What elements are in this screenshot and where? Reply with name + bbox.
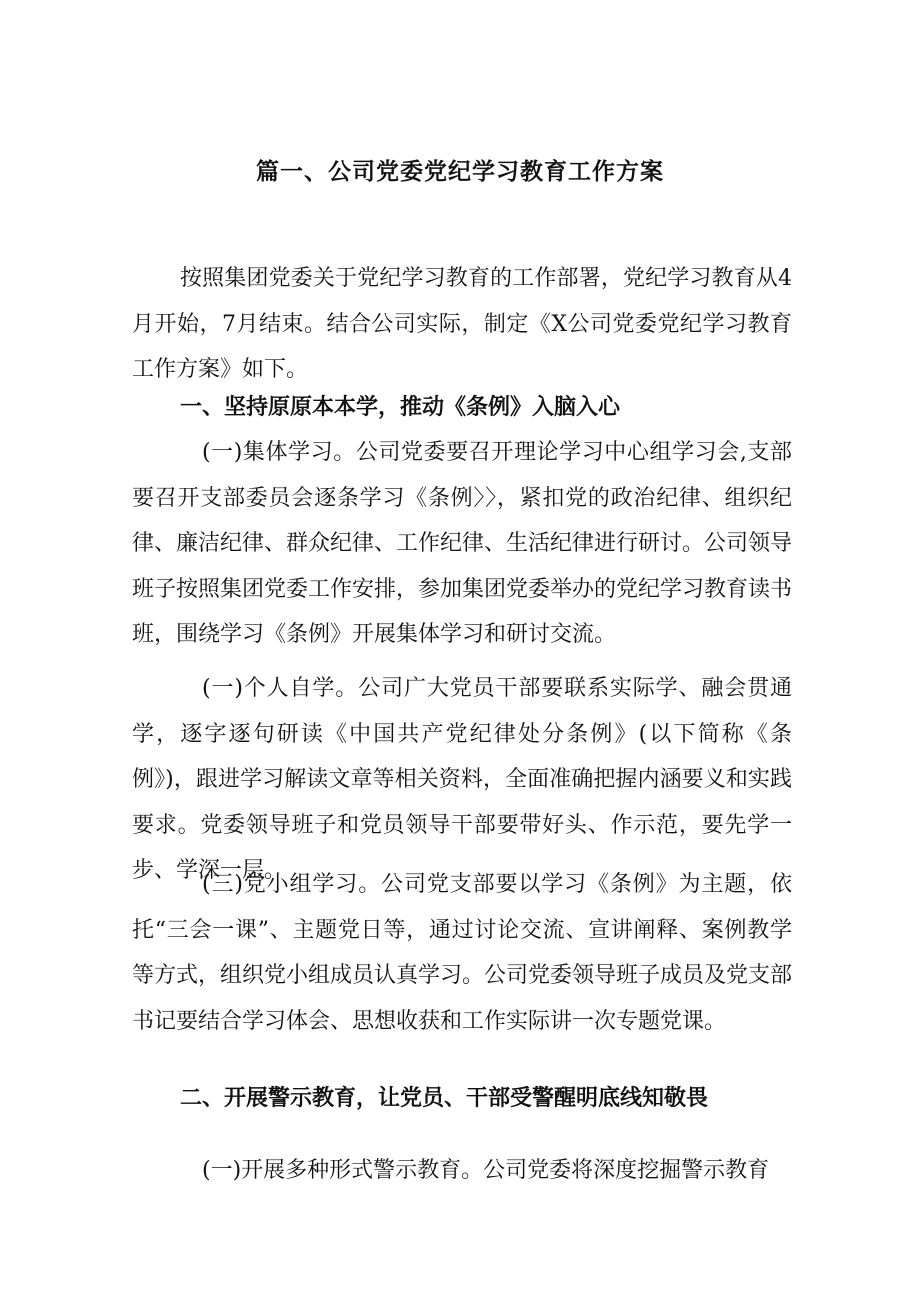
intro-paragraph: 按照集团党委关于党纪学习教育的工作部署，党纪学习教育从4月开始，7月结束。结合公司实际，制定《X公司党委党纪学习教育工作方案》如下。 xyxy=(132,266,792,382)
section-2-heading: 二、开展警示教育，让党员、干部受警醒明底线知敬畏 xyxy=(180,1085,709,1111)
section-2-item-1: (一)开展多种形式警示教育。公司党委将深度挖掘警示教育 xyxy=(202,1158,770,1183)
section-1-item-1: (一)集体学习。公司党委要召开理论学习中心组学习会,支部要召开支部委员会逐条学习《条例〉〉，紧扣党的政治纪律、组织纪律、廉洁纪律、群众纪律、工作纪律、生活纪律进行研讨。公司领导班子按照集团党委工作安排，参加集团党委举办的党纪学习教育读书班，围绕学习《条例》开展集体学习和研讨交流。 xyxy=(132,440,793,647)
section-1-heading: 一、坚持原原本本学，推动《条例》入脑入心 xyxy=(180,394,621,420)
section-1-item-2: (一)个人自学。公司广大党员干部要联系实际学、融会贯通学，逐字逐句研读《中国共产党纪律处分条例》(以下简称《条例》)，跟进学习解读文章等相关资料，全面准确把握内涵要义和实践要求。党委领导班子和党员领导干部要带好头、作示范，要先学一步、学深一层。 xyxy=(132,676,792,883)
document-title: 篇一、公司党委党纪学习教育工作方案 xyxy=(256,158,664,185)
section-1-item-3: (三)党小组学习。公司党支部要以学习《条例》为主题，依托“三会一课”、主题党日等，通过讨论交流、宣讲阐释、案例教学等方式，组织党小组成员认真学习。公司党委领导班子成员及党支部书记要结合学习体会、思想收获和工作实际讲一次专题党课。 xyxy=(132,872,793,1034)
